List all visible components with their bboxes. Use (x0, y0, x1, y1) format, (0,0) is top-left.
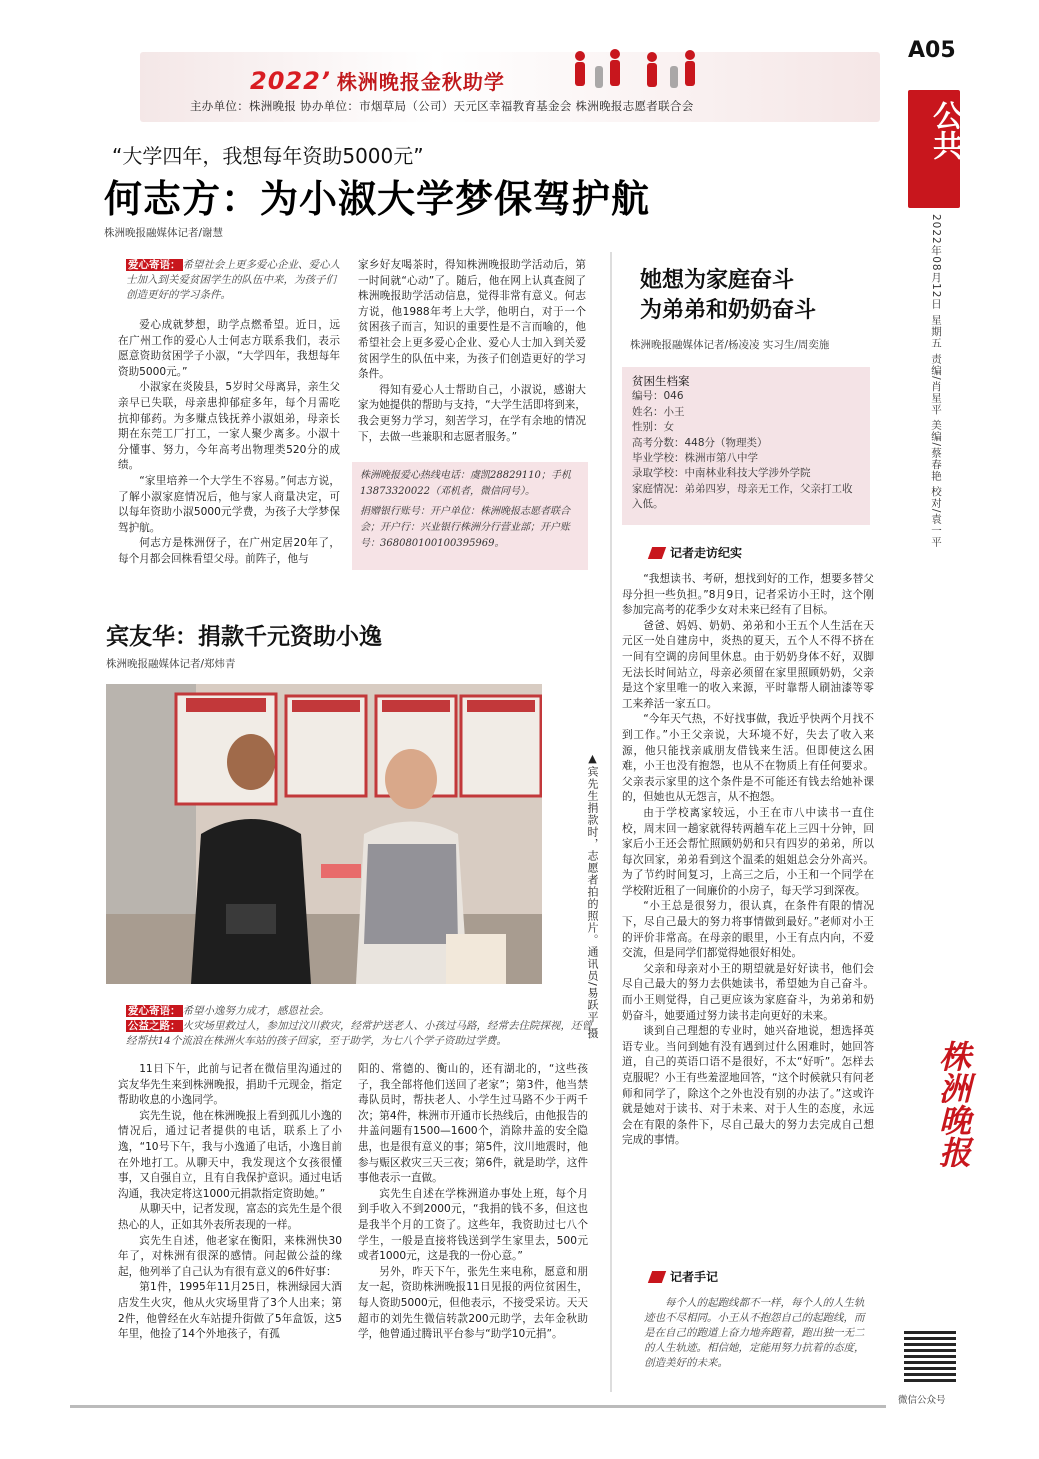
photo-illustration (106, 684, 542, 984)
note-tag: 爱心寄语： (128, 259, 181, 271)
hotline-box (352, 462, 588, 570)
qr-code-icon (904, 1330, 956, 1382)
photo-caption: ▲宾先生捐款时，志愿者拍的照片。通讯员/易跃平 摄 (586, 752, 599, 1040)
article2-byline: 株洲晚报融媒体记者/郑炜青 (106, 658, 236, 670)
newspaper-logo: 株洲晚报 (934, 1040, 972, 1168)
paragraph: 由于学校离家较远，小王在市八中读书一直住校，周末回一趟家就得转两趟车花上三四十分钟，回家后小王还会帮忙照顾奶奶和只有四岁的弟弟，所以每次回家，弟弟看到这个温柔的姐姐总会分外高兴。为了节约时间复习，上高三之后，小王和一个同学在学校附近租了一间廉价的小房子，每天学习到深夜。 (622, 806, 874, 897)
article2-note-1 (126, 1004, 596, 1019)
article3-headline-line2: 为弟弟和奶奶奋斗 (640, 298, 817, 323)
profile-line: 录取学校：中南林业科技大学涉外学院 (632, 467, 811, 480)
paragraph: 11日下午，此前与记者在微信里沟通过的宾友华先生来到株洲晚报，捐助千元现金，指定帮助收息的小逸同学。 (118, 1063, 342, 1107)
banner-year: 2022’ (250, 67, 331, 95)
paragraph: “小王总是很努力，很认真，在条件有限的情况下，尽自己最大的努力将事情做到最好。”老师对小王的评价非常高。在母亲的眼里，小王有点内向，不爱交流，但是同学们都觉得她很好相处。 (622, 900, 874, 960)
paragraph: “家里培养一个大学生不容易。”何志方说，了解小淑家庭情况后，他与家人商量决定，可以每年资助小淑5000元学费，为孩子大学梦保驾护航。 (118, 474, 340, 534)
article3-byline: 株洲晚报融媒体记者/杨凌凌 实习生/周奕施 (630, 339, 830, 351)
section-label: 公共 (927, 100, 962, 160)
section-marker-icon (648, 547, 666, 559)
page-number: A05 (908, 38, 956, 63)
article1-byline: 株洲晚报融媒体记者/谢慧 (104, 227, 224, 239)
article1-note (126, 258, 342, 303)
paragraph: 阳的、常德的、衡山的，还有湖北的，“这些孩子，我全部将他们送回了老家”；第3件，他当禁毒队员时，帮扶老人、小学生过马路不少于两千次；第4件，株洲市开通市长热线后，由他报告的井盖问题有1500—1600个，消除井盖的安全隐患，也是很有意义的事；第5件，汶川地震时，他参与赈区救灾三天三夜；第6件，就是助学，这件事他表示一直做。 (358, 1063, 588, 1185)
paragraph: “今年天气热，不好找事做，我近乎快两个月找不到工作。”小王父亲说，大环境不好，失去了收入来源，他只能找亲戚朋友借钱来生活。但即使这么困难，小王也没有抱怨，也从不在物质上有任何要求。父亲表示家里的这个条件是不可能还有钱去给她补课的，但她也从无怨言，从不抱怨。 (622, 713, 874, 804)
article2-headline: 宾友华：捐款千元资助小逸 (106, 624, 382, 650)
article2-column-2 (358, 1062, 588, 1343)
article1-headline: 何志方：为小淑大学梦保驾护航 (104, 177, 651, 221)
article2-column-1 (118, 1062, 342, 1343)
reporter-note: 每个人的起跑线都不一样，每个人的人生轨迹也不尽相同。小王从不抱怨自己的起跑线，而是在自己的跑道上奋力地奔跑着，跑出独一无二的人生轨迹。相信她，定能用努力抗着的态度，创造美好的未来。 (644, 1297, 865, 1369)
paragraph: 爸爸、妈妈、奶奶、弟弟和小王五个人生活在天元区一处自建房中，炎热的夏天，五个人不得不挤在一间有空调的房间里休息。由于奶奶身体不好，双脚无法长时间站立，母亲必须留在家里照顾奶奶，父亲是这个家里唯一的收入来源，平时靠帮人刷油漆等零工来养活一家五口。 (622, 619, 874, 710)
paragraph: 谈到自己理想的专业时，她兴奋地说，想选择英语专业。当问到她有没有遇到过什么困难时，她回答道，自己的英语口语不是很好，不太“好听”。怎样去克服呢？小王有些羞涩地回答，“这个时候就只有问老师和同学了，除这个之外也没有别的办法了。”这或许就是她对于读书、对于未来、对于人生的态度，永远会在有限的条件下，尽自己最大的努力去完成自己想完成的事情。 (622, 1025, 874, 1147)
profile-line: 家庭情况：弟弟四岁，母亲无工作，父亲打工收入低。 (632, 482, 853, 511)
hotline-bank: 捐赠银行账号：开户单位：株洲晚报志愿者联合会；开户行：兴业银行株洲分行营业部；开户账号：368080100100395969。 (360, 506, 570, 549)
article2-notes (126, 1004, 596, 1049)
note-tag: 公益之路： (128, 1020, 181, 1032)
paragraph: 第1件，1995年11月25日，株洲绿园大酒店发生火灾，他从火灾场里背了3个人出来；第2件，他曾经在火车站提升街做了5年盒饭，这5年里，他捡了14个外地孩子，有孤 (118, 1281, 342, 1341)
article1-kicker: “大学四年，我想每年资助5000元” (112, 144, 424, 168)
note-text: 希望小逸努力成才，感恩社会。 (182, 1005, 330, 1017)
section-note-label: 记者手记 (670, 1270, 719, 1284)
date-editor-line: 2022年08月12日 星期五 责编/肖星平 美编/蔡春艳 校对/袁一平 (930, 214, 942, 548)
hotline-title-text: 株洲晚报爱心热线电话： (360, 470, 470, 481)
section-visit-label: 记者走访纪实 (670, 546, 743, 560)
donation-photo (106, 684, 542, 984)
profile-line: 毕业学校：株洲市第八中学 (632, 452, 758, 465)
paragraph: 父亲和母亲对小王的期望就是好好读书，他们会尽自己最大的努力去供她读书，希望她为自己奋斗。而小王则觉得，自己更应该为家庭奋斗，为弟弟和奶奶奋斗，她要通过努力读书走向更好的未来。 (622, 962, 874, 1022)
banner-title-text: 株洲晚报金秋助学 (336, 70, 505, 94)
profile-line: 性别：女 (632, 421, 674, 434)
article3-headline (640, 266, 816, 326)
section-note-heading (650, 1268, 718, 1285)
note-text: 火灾场里救过人，参加过汶川救灾，经常护送老人、小孩过马路，经常去住院探视，还曾经帮扶14个流浪在株洲火车站的孩子回家，至于助学，为七八个学子资助过学费。 (126, 1020, 592, 1047)
paragraph: 宾先生自述在学株洲道办事处上班，每个月到手收入不到2000元，“我捐的钱不多，但这也是我半个月的工资了。这些年，我资助过七八个学生，一般是直接将钱送到学生家里去，500元或者1000元，这是我的一份心意。” (358, 1187, 588, 1263)
qr-label: 微信公众号 (898, 1395, 946, 1406)
article1-column-2 (358, 258, 586, 445)
section-visit-heading (650, 544, 742, 561)
jumping-people-illustration (560, 48, 720, 98)
paragraph: 宾先生说，他在株洲晚报上看到孤儿小逸的情况后，通过记者提供的电话，联系上了小逸，“10号下午，我与小逸通了电话，小逸目前在外地打工。从聊天中，我发现这个女孩很懂事，又自强自立，且有自我保护意识。通过电话沟通，我决定将这1000元捐款指定资助她。” (118, 1109, 342, 1200)
paragraph: 家乡好友喝茶时，得知株洲晚报助学活动后，第一时间就“心动”了。随后，他在网上认真查阅了株洲晚报助学活动信息，觉得非常有意义。何志方说，他1988年考上大学，他明白，对于一个贫困孩子而言，知识的重要性是不言而喻的，他希望社会上更多爱心企业、爱心人士加入到关爱贫困学生的队伍中来，为孩子们创造更好的学习条件。 (358, 259, 586, 381)
profile-line: 高考分数：448分（物理类） (632, 436, 768, 449)
paragraph: “我想读书、考研，想找到好的工作，想要多替父母分担一些负担。”8月9日，记者采访小王时，这个刚参加完高考的花季少女对未来已经有了目标。 (622, 573, 874, 617)
note-text: 希望社会上更多爱心企业、爱心人士加入到关爱贫困学生的队伍中来，为孩子们创造更好的学习条件。 (126, 259, 340, 301)
bottom-rule (70, 1405, 886, 1408)
paragraph: 另外，昨天下午，张先生来电称，愿意和朋友一起，资助株洲晚报11日见报的两位贫困生，每人资助5000元，但他表示，不接受采访。天天超市的刘先生微信转款200元助学，去年金秋助学，他曾通过腾讯平台参与“助学10元捐”。 (358, 1265, 588, 1341)
paragraph: 小淑家在炎陵县，5岁时父母离异，亲生父亲早已失联，母亲患抑郁症多年，每个月需吃抗抑郁药。为多赚点钱抚养小淑姐弟，母亲长期在东莞工厂打工，一家人聚少离多。小淑十分懂事、努力，今年高考出物理类520分的成绩。 (118, 381, 340, 472)
article1-column-1 (118, 318, 340, 568)
paragraph: 爱心成就梦想，助学点燃希望。近日，远在广州工作的爱心人士何志方联系我们，表示愿意资助贫困学子小淑，“大学四年，我想每年资助5000元。” (118, 319, 340, 378)
profile-line: 姓名：小王 (632, 405, 685, 418)
hotline-title (360, 468, 580, 500)
paragraph: 何志方是株洲伢子，在广州定居20年了，每个月都会回株看望父母。前阵子，他与 (118, 537, 340, 565)
banner-title (250, 66, 505, 95)
paragraph: 从聊天中，记者发现，富态的宾先生是个很热心的人，正如其外表所表现的一样。 (118, 1203, 342, 1231)
article2-note-2 (126, 1019, 596, 1049)
profile-line: 编号：046 (632, 390, 684, 403)
organizers-line: 主办单位：株洲晚报 协办单位：市烟草局（公司）天元区幸福教育基金会 株洲晚报志愿者联合会 (190, 99, 694, 113)
hotline-phone: 虞凯28829110；手机13873320022（邓机者，微信同号）。 (360, 470, 571, 497)
section-marker-icon (648, 1271, 666, 1283)
paragraph: 宾先生自述，他老家在衡阳，来株洲快30年了，对株洲有很深的感情。问起做公益的缘起，他列举了自己认为有很有意义的6件好事： (118, 1234, 342, 1278)
student-profile-box (622, 367, 870, 525)
column-divider (610, 252, 612, 1392)
note-tag: 爱心寄语： (128, 1005, 181, 1017)
article3-headline-line1: 她想为家庭奋斗 (640, 268, 795, 293)
paragraph: 得知有爱心人士帮助自己，小淑说，感谢大家为她提供的帮助与支持，“大学生活即将到来，我会更努力学习，刻苦学习，在学有余地的情况下，去做一些兼职和志愿者服务。” (358, 383, 586, 443)
article3-body (622, 572, 874, 1149)
profile-title: 贫困生档案 (632, 374, 690, 388)
